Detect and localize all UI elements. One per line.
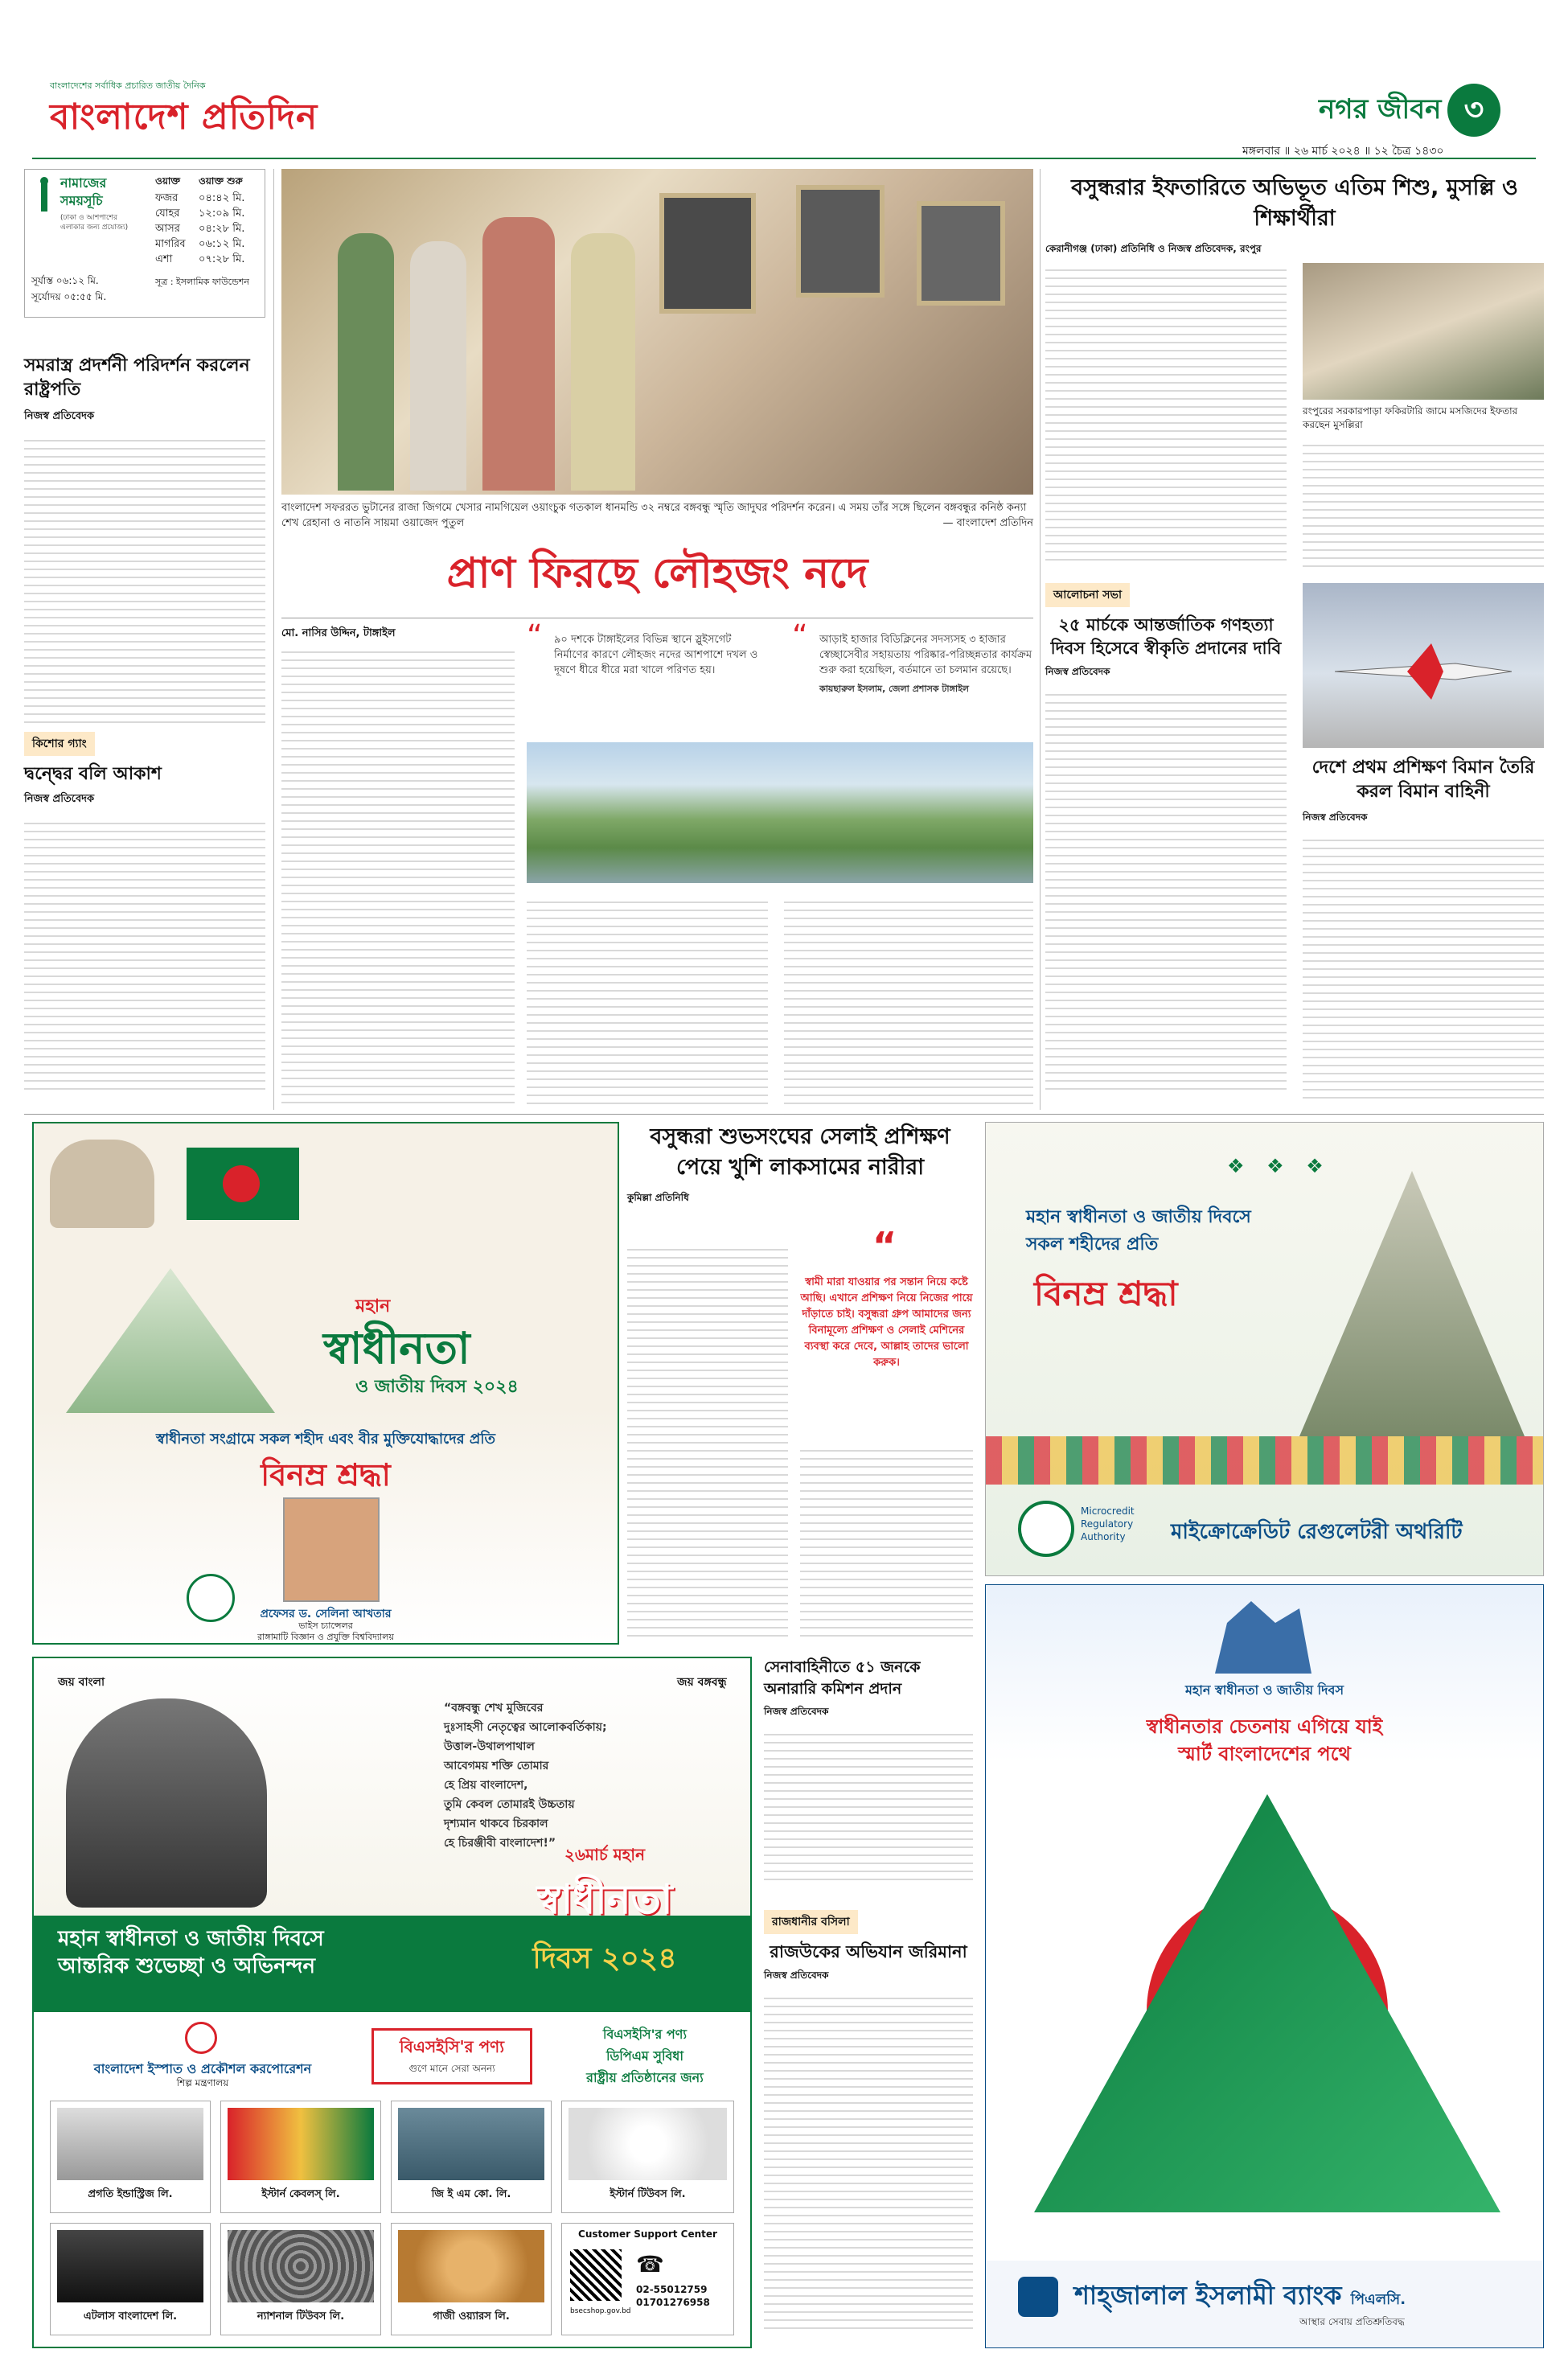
ad-tribute: বিনম্র শ্রদ্ধা	[1034, 1274, 1178, 1313]
product-card[interactable]	[220, 2101, 381, 2213]
poem-line: দৃশ্যমান থাকবে চিরকাল	[444, 1817, 548, 1830]
mra-logo	[1018, 1501, 1074, 1557]
logo-text2: Regulatory	[1081, 1518, 1134, 1530]
headline[interactable]: বসুন্ধরার ইফতারিতে অভিভূত এতিম শিশু, মুসল্লি ও শিক্ষার্থীরা	[1071, 175, 1518, 231]
story-body-col1	[281, 645, 515, 1103]
bsec-corp: বাংলাদেশ ইস্পাত ও প্রকৌশল করপোরেশন	[93, 2061, 312, 2076]
product-label: ন্যাশনাল টিউবস লি.	[257, 2310, 345, 2323]
photo-caption	[281, 500, 1033, 531]
phone2: 01701276958	[636, 2297, 710, 2308]
prayer-title-line1: নামাজের	[60, 175, 107, 191]
product-image	[569, 2108, 727, 2180]
iftar-photo-caption: রংপুরের সরকারপাড়া ফকিরটারি জামে মসজিদের ইফতার করছেন মুসল্লিরা	[1303, 405, 1518, 430]
phone-icon: ☎	[636, 2251, 664, 2277]
ad-mra[interactable]	[985, 1122, 1544, 1576]
headline[interactable]: সমরাস্ত্র প্রদর্শনী পরিদর্শন করলেন রাষ্ট্রপতি	[24, 355, 250, 400]
product-image	[228, 2108, 374, 2180]
prayer-col-waqt: ওয়াক্ত	[155, 175, 181, 187]
product-card[interactable]	[50, 2101, 211, 2213]
bsec-logo	[185, 2022, 217, 2054]
masthead	[0, 0, 1568, 158]
ad-title-main: স্বাধীনতা	[323, 1323, 470, 1374]
photo-person	[571, 233, 635, 491]
quote-box	[800, 1224, 973, 1435]
story-commission	[764, 1657, 973, 1898]
story-body	[24, 433, 265, 723]
caption-credit: — বাংলাদেশ প্রতিদিন	[942, 517, 1033, 529]
vc-institution: রাঙ্গামাটি বিজ্ঞান ও প্রযুক্তি বিশ্ববিদ্যালয়	[257, 1632, 394, 1642]
prayer-row: যোহর ১২:০৯ মি.	[155, 207, 245, 220]
sjibl-footer	[986, 2261, 1543, 2347]
column-divider	[273, 169, 274, 1110]
product-card[interactable]	[391, 2101, 552, 2213]
support-phones	[636, 2283, 710, 2309]
bsec-ministry: শিল্প মন্ত্রণালয়	[176, 2077, 229, 2089]
support-title: Customer Support Center	[578, 2228, 717, 2240]
joy-bangla: জয় বাংলা	[58, 1676, 105, 1689]
section-divider	[24, 1114, 1544, 1115]
quote-box-1	[527, 618, 768, 721]
prayer-row: ফজর ০৪:৪২ মি.	[155, 192, 245, 204]
ad-line: স্বাধীনতা সংগ্রামে সকল শহীদ এবং বীর মুক্তিযোদ্ধাদের প্রতি	[155, 1431, 495, 1448]
poem-line: তুমি কেবল তোমারই উচ্চতায়	[444, 1798, 575, 1811]
bird-icons: ❖ ❖ ❖	[1227, 1155, 1332, 1177]
issue-date: মঙ্গলবার ॥ ২৬ মার্চ ২০২৪ ॥ ১২ চৈত্র ১৪৩০	[1242, 145, 1444, 158]
quote-text: আড়াই হাজার বিডিক্লিনের সদস্যসহ ৩ হাজার স্বেচ্ছাসেবীর সহায়তায় পরিষ্কার-পরিচ্ছন্নতার কার্যক্রম শুরু করা হয়েছিল, বর্তমানে তা চলমান রয়েছে।	[819, 634, 1032, 676]
story-body	[1045, 688, 1287, 1090]
prayer-title	[60, 175, 141, 210]
mosque-icon	[35, 176, 54, 212]
section-tag: রাজধানীর বসিলা	[764, 1910, 858, 1934]
bank-name-text: শাহ্জালাল ইসলামী ব্যাংক	[1074, 2280, 1342, 2310]
prayer-title-line2: সময়সূচি	[60, 193, 103, 208]
headline[interactable]: দ্বন্দ্বের বলি আকাশ	[24, 764, 162, 784]
prayer-row: আসর ০৪:২৮ মি.	[155, 223, 245, 235]
story-aircraft	[1303, 756, 1544, 1106]
masthead-rule	[32, 158, 1536, 159]
aircraft-shape	[1335, 639, 1512, 704]
byline: নিজস্ব প্রতিবেদক	[24, 410, 95, 422]
quote-text: ৯০ দশকে টাঙ্গাইলের বিভিন্ন স্থানে স্লুইসগেট নির্মাণের কারণে লৌহজং নদের আশপাশে দখল ও দূষণে ধীরে ধীরে মরা খালে পরিণত হয়।	[554, 634, 758, 676]
bank-suffix: পিএলসি.	[1350, 2291, 1406, 2308]
bhutan-king-photo[interactable]	[281, 169, 1033, 495]
prayer-rows	[155, 191, 260, 267]
prayer-row: মাগরিব ০৬:১২ মি.	[155, 238, 245, 250]
ad-line1: মহান স্বাধীনতা ও জাতীয় দিবসে	[1026, 1207, 1251, 1227]
mra-org: মাইক্রোক্রেডিট রেগুলেটরী অথরিটি	[1171, 1520, 1463, 1544]
vc-photo	[283, 1497, 380, 1602]
byline: নিজস্ব প্রতিবেদক	[1303, 811, 1368, 823]
ad-title-top: মহান	[355, 1296, 391, 1316]
product-card[interactable]	[220, 2223, 381, 2335]
independence-badge	[492, 1843, 717, 2004]
poem-line: হে প্রিয় বাংলাদেশ,	[444, 1779, 528, 1792]
greeting-text: মহান স্বাধীনতা ও জাতীয় দিবসে আন্তরিক শুভেচ্ছা ও অভিনন্দন	[58, 1927, 324, 1978]
column-divider	[1040, 169, 1041, 1110]
ad-tribute: বিনম্র শ্রদ্ধা	[261, 1457, 391, 1493]
caption-text: বাংলাদেশ সফররত ভুটানের রাজা জিগমে খেসার নামগিয়েল ওয়াংচুক গতকাল ধানমন্ডি ৩২ নম্বরে বঙ্গবন্ধু স্মৃতি জাদুঘর পরিদর্শন করেন। এ সময় তাঁর সঙ্গে ছিলেন বঙ্গবন্ধুর কনিষ্ঠ কন্যা শেখ রেহানা ও নাতনি সায়মা ওয়াজেদ পুতুল	[281, 502, 1027, 529]
headline[interactable]: রাজউকের অভিযান জরিমানা	[770, 1942, 967, 1961]
dpm-line1: বিএসইসি'র পণ্য	[602, 2027, 688, 2042]
byline: নিজস্ব প্রতিবেদক	[764, 1969, 829, 1981]
page-number-value: ৩	[1463, 92, 1484, 127]
story-sewing	[627, 1122, 973, 1645]
sjibl-headline1: স্বাধীনতার চেতনায় এগিয়ে যাই	[1146, 1715, 1383, 1738]
support-card[interactable]	[561, 2223, 734, 2335]
prayer-col-start: ওয়াক্ত শুরু	[199, 175, 243, 187]
product-slogan	[371, 2028, 532, 2084]
sjibl-line-top: মহান স্বাধীনতা ও জাতীয় দিবস	[1184, 1682, 1344, 1698]
ad-university[interactable]	[32, 1122, 619, 1645]
masthead-logo[interactable]: বাংলাদেশ প্রতিদিন	[50, 97, 318, 138]
story-body-col3	[784, 895, 1033, 1104]
quote-credit: কায়ছারুল ইসলাম, জেলা প্রশাসক টাঙ্গাইল	[819, 684, 969, 694]
product-label: ইস্টার্ন টিউবস লি.	[610, 2188, 686, 2200]
sjibl-headline2: স্মার্ট বাংলাদেশের পথে	[1178, 1743, 1351, 1765]
prayer-times-box	[24, 169, 265, 318]
dove-icons: ✦ ✦ ✦	[1082, 1794, 1226, 1821]
monument-graphic	[1034, 1794, 1500, 2212]
poem-line: হে চিরঞ্জীবী বাংলাদেশ!”	[444, 1837, 556, 1850]
headline[interactable]: ২৫ মার্চকে আন্তর্জাতিক গণহত্যা দিবস হিসেবে স্বীকৃতি প্রদানের দাবি	[1050, 615, 1282, 658]
photo-frame	[917, 201, 1005, 306]
story-rajuk	[764, 1910, 973, 2348]
poem-line: উত্তাল-উথালপাথাল	[444, 1740, 535, 1753]
vc-name: প্রফেসর ড. সেলিনা আখতার	[260, 1608, 392, 1620]
story-body-col2	[1303, 438, 1544, 567]
dpm-box	[548, 2024, 741, 2089]
poem-line: “বঙ্গবন্ধু শেখ মুজিবের	[444, 1702, 544, 1715]
product-image	[228, 2230, 374, 2302]
headline[interactable]: বসুন্ধরা শুভসংঘের সেলাই প্রশিক্ষণ পেয়ে খুশি লাকসামের নারীরা	[650, 1124, 950, 1180]
byline: নিজস্ব প্রতিবেদক	[764, 1706, 829, 1717]
photo-person	[410, 241, 466, 491]
story-body	[764, 1991, 973, 2329]
story-body-col2	[800, 1444, 973, 1641]
bank-name	[1074, 2275, 1406, 2319]
poem-line: আবেগময় শক্তি তোমার	[444, 1760, 549, 1772]
story-body	[764, 1727, 973, 1880]
section-tag: আলোচনা সভা	[1045, 583, 1130, 607]
story-kishore	[24, 732, 265, 1110]
leader-portraits	[50, 1140, 154, 1228]
ad-title-sub: ও জাতীয় দিবস ২০২৪	[355, 1377, 519, 1397]
product-label: গাজী ওয়্যারস লি.	[433, 2310, 510, 2323]
product-image	[398, 2230, 544, 2302]
quote-text: স্বামী মারা যাওয়ার পর সন্তান নিয়ে কষ্টে আছি। এখানে প্রশিক্ষণ নিয়ে নিজের পায়ে দাঁড়াতে চাই। বসুন্ধরা গ্রুপ আমাদের জন্য বিনামূল্যে প্রশিক্ষণ ও সেলাই মেশিনের ব্যবস্থা করে দেবে, আল্লাহ তাদের ভালো করুক।	[800, 1276, 973, 1369]
aircraft-photo[interactable]	[1303, 583, 1544, 748]
iftar-photo[interactable]	[1303, 263, 1544, 400]
sunset-time: সূর্যাস্ত ০৬:১২ মি.	[31, 275, 99, 286]
photo-person	[338, 233, 394, 491]
byline: নিজস্ব প্রতিবেদক	[1045, 666, 1110, 677]
product-grid	[50, 2101, 734, 2342]
vc-designation: ভাইস চ্যান্সেলর	[298, 1620, 353, 1631]
sjibl-logo	[1018, 2277, 1058, 2317]
headline[interactable]: সেনাবাহিনীতে ৫১ জনকে অনারারি কমিশন প্রদান	[764, 1658, 921, 1698]
story-genocide	[1045, 583, 1287, 1106]
bank-tagline: আস্থার সেবায় প্রতিশ্রুতিবদ্ধ	[1299, 2316, 1405, 2327]
masthead-tagline: বাংলাদেশের সর্বাধিক প্রচারিত জাতীয় দৈনিক	[50, 80, 206, 91]
flag-icon	[187, 1148, 299, 1220]
slogan-sub: গুণে মানে সেরা অনন্য	[408, 2063, 495, 2074]
product-card[interactable]	[50, 2223, 211, 2335]
ad-sjibl[interactable]	[985, 1584, 1544, 2348]
story-iftar	[1045, 173, 1544, 575]
byline: মো. নাসির উদ্দিন, টাঙ্গাইল	[281, 627, 396, 639]
badge-main: স্বাধীনতা	[536, 1876, 673, 1923]
logo-text3: Authority	[1081, 1531, 1126, 1542]
byline: কেরানীগঞ্জ (ঢাকা) প্রতিনিধি ও নিজস্ব প্রতিবেদক, রংপুর	[1045, 243, 1262, 254]
page-number	[1447, 84, 1500, 137]
quote-icon: “	[872, 1224, 897, 1267]
product-card[interactable]	[391, 2223, 552, 2335]
website: bsecshop.gov.bd	[570, 2307, 631, 2315]
photo-person	[482, 217, 555, 491]
ad-bsec[interactable]	[32, 1657, 752, 2348]
phone1: 02-55012759	[636, 2284, 708, 2295]
flower-strip	[986, 1436, 1543, 1485]
byline: নিজস্ব প্রতিবেদক	[24, 793, 95, 805]
qr-code-icon	[570, 2249, 622, 2301]
product-label: এটলাস বাংলাদেশ লি.	[83, 2310, 178, 2323]
story-body	[1303, 833, 1544, 1099]
ad-line2: সকল শহীদের প্রতি	[1026, 1234, 1159, 1255]
prayer-source: সূত্র : ইসলামিক ফাউন্ডেশন	[155, 277, 249, 287]
product-image	[57, 2108, 203, 2180]
photo-frame	[796, 185, 885, 298]
story-body-col1	[627, 1242, 788, 1641]
story-body-col1	[1045, 263, 1287, 567]
prayer-note: (ঢাকা ও আশপাশের এলাকার জন্য প্রযোজ্য)	[60, 214, 129, 232]
slogan-title: বিএসইসি'র পণ্য	[399, 2037, 505, 2056]
story-president	[24, 354, 265, 716]
poem-line: দুঃসাহসী নেতৃত্বের আলোকবর্তিকায়;	[444, 1721, 607, 1734]
monument-graphic	[66, 1268, 275, 1413]
product-label: প্রগতি ইন্ডাস্ট্রিজ লি.	[88, 2188, 173, 2200]
poem	[444, 1698, 733, 1853]
badge-top: ২৬মার্চ মহান	[564, 1845, 646, 1864]
quote-icon: “	[527, 618, 543, 654]
quote-icon: “	[792, 618, 808, 654]
dpm-line3: রাষ্ট্রীয় প্রতিষ্ঠানের জন্য	[586, 2070, 704, 2085]
joy-bangabandhu: জয় বঙ্গবন্ধু	[677, 1676, 727, 1689]
photo-frame	[659, 193, 756, 314]
story-louhajong	[281, 537, 1033, 1108]
quote-box-2	[792, 618, 1033, 721]
product-image	[398, 2108, 544, 2180]
dpm-line2: ডিপিএম সুবিধা	[605, 2048, 684, 2064]
mra-logo-text	[1081, 1505, 1135, 1543]
product-image	[57, 2230, 203, 2302]
product-label: জি ই এম কো. লি.	[431, 2188, 511, 2200]
sun-times	[31, 273, 144, 305]
byline: কুমিল্লা প্রতিনিধি	[627, 1192, 689, 1203]
headline[interactable]: দেশে প্রথম প্রশিক্ষণ বিমান তৈরি করল বিমান বাহিনী	[1311, 758, 1535, 802]
prayer-row: এশা ০৭:২৮ মি.	[155, 253, 245, 265]
story-body	[24, 816, 265, 1090]
headline[interactable]: প্রাণ ফিরছে লৌহজং নদে	[446, 549, 868, 598]
river-photo[interactable]	[527, 742, 1033, 883]
section-tag: কিশোর গ্যাং	[24, 732, 95, 756]
badge-sub: দিবস ২০২৪	[532, 1942, 677, 1975]
product-label: ইস্টার্ন কেবলস্ লি.	[261, 2188, 340, 2200]
monument-graphic	[1299, 1171, 1525, 1436]
logo-text1: Microcredit	[1081, 1505, 1135, 1517]
bangabandhu-portrait	[66, 1698, 267, 1908]
section-title: নগর জীবন	[1319, 93, 1442, 125]
sunrise-time: সূর্যোদয় ০৫:৫৫ মি.	[31, 291, 107, 302]
story-body-col2	[527, 895, 768, 1104]
product-card[interactable]	[561, 2101, 734, 2213]
